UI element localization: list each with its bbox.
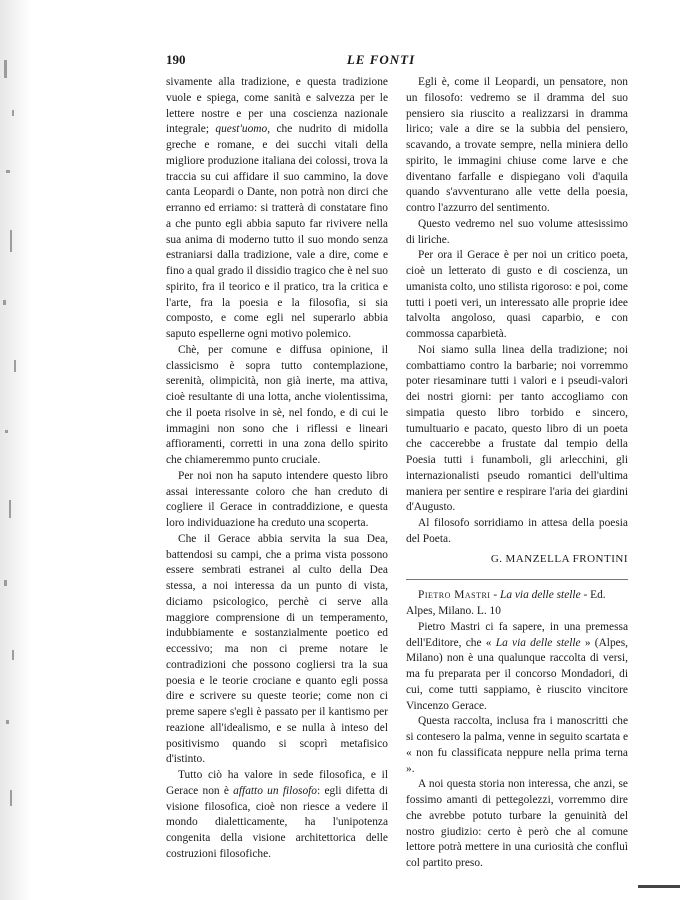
text-run: » (Alpes, Milano) non è una qualunque raccolta di versi, ma fu preparata per il concorso Mondadori, di cui, come tutti sappiamo, è riuscito vincitore Vincenzo Gerace. xyxy=(406,636,629,712)
text-run: sivamente alla tradizione, e questa tradizione vuole e spiega, come sanità e salvezza per le lettere nostre e per una coscienza nazionale integrale; xyxy=(166,76,388,136)
paragraph xyxy=(166,768,388,863)
paragraph xyxy=(406,714,628,777)
review-separator: - xyxy=(490,589,500,602)
scan-edge-mark xyxy=(638,885,680,888)
review-heading xyxy=(406,588,628,620)
text-run: A noi questa storia non interessa, che anzi, se fossimo amanti di pettegolezzi, vorremmo dire che avrebbe potuto turbare la genuinità del nostro giudizio: certo è però che al comune lettore potrà mettere in una curiosità che confluì col partito preso. xyxy=(406,778,628,869)
signature-initial: G. xyxy=(490,552,503,565)
text-run: : egli difetta di visione filosofica, cioè non riesce a vedere il mondo dialetticamente, ha l'unipotenza congenita della visione architettorica delle costruzioni filosofiche. xyxy=(166,784,388,860)
right-column-body xyxy=(406,75,628,548)
paragraph xyxy=(406,248,628,343)
paragraph xyxy=(166,75,388,343)
article-signature xyxy=(406,552,628,568)
text-run: Questo vedremo nel suo volume attesissimo di liriche. xyxy=(406,217,628,246)
text-run: Al filosofo sorridiamo in attesa della poesia del Poeta. xyxy=(406,517,628,545)
paragraph xyxy=(406,620,628,715)
italic-phrase: affatto un filosofo xyxy=(233,784,318,797)
left-column xyxy=(166,75,388,863)
page-header xyxy=(166,52,596,74)
section-divider xyxy=(406,579,628,580)
text-run: Noi siamo sulla linea della tradizione; noi combattiamo contro la barbarie; noi vorremmo poter riesaminare tutti i valori e i pseudi-valori dei nostri giorni: per tanto accogliamo con simpatia questo libro torbido e sincero, tumultuario e pacato, questo libro di un poeta che caccerebbe a frustate dal tempio della Poesia tutti i funamboli, gli arlecchini, gli internazionalisti pseudo romantici dell'ultima maniera per sentire e respirare l'aria dei giardini d'Augusto. xyxy=(406,343,628,514)
paragraph xyxy=(406,75,628,217)
italic-phrase: quest'uomo xyxy=(215,123,268,136)
review-publisher: - Ed. Alpes, Milano. L. 10 xyxy=(406,589,606,617)
text-run: Chè, per comune e diffusa opinione, il classicismo è sopra tutto contemplazione, serenità, olimpicità, non già inerte, ma attiva, cioè resultante di una lotta, anche violentissima, che il poeta risolve in sè, nel fondo, e di cui le immagini non sono che i riflessi e lineari affioramenti, corretti in una zona dello spirito che chiameremmo punto cruciale. xyxy=(166,343,388,466)
running-title: LE FONTI xyxy=(346,52,416,67)
text-run: Per noi non ha saputo intendere questo libro assai interessante coloro che han creduto di cogliere il Gerace in contraddizione, e questa loro individuazione ha creduto una scoperta. xyxy=(166,469,388,529)
paragraph xyxy=(166,343,388,469)
text-run: Che il Gerace abbia servita la sua Dea, battendosi su campi, che a prima vista possono essere sembrati estranei al culto della Dea stessa, a noi interessa da un punto di vista, diciamo psicologico, perchè ci serve alla maggiore comprensione di un temperamento, indubbiamente e sostanzialmente poetico ed eccessivo; ma non ci preme notare le contradizioni che possono cogliersi tra la sua poesia e le teorie crociane e quanto egli possa dire e scrivere su queste teorie; come non ci preme sapere s'egli è passato per il kantismo per reazione all'idealismo, e se nulla à inteso del positivismo quando si scoprì metafisico d'istinto. xyxy=(166,532,388,766)
paragraph xyxy=(406,516,628,548)
text-run: Pietro Mastri ci fa sapere, in una premessa dell'Editore, che « xyxy=(406,620,628,649)
text-run: Tutto ciò ha valore in sede filosofica, e il Gerace non è xyxy=(166,769,388,797)
signature-name: MANZELLA FRONTINI xyxy=(505,552,628,565)
paragraph xyxy=(406,343,628,516)
page-number: 190 xyxy=(166,52,186,67)
text-run: Questa raccolta, inclusa fra i manoscritti che si contesero la palma, venne in seguito scartata e « non fu classificata neppure nella prima terna ». xyxy=(406,715,628,775)
review-title: La via delle stelle xyxy=(499,589,581,602)
text-run: Egli è, come il Leopardi, un pensatore, non un filosofo: vedremo se il dramma del suo pensiero sia riuscito a realizzarsi in dramma lirico; vale a dire se la subbia del pensiero, scavando, a trovate sempre, nella miniera dello spirito, le immagini chiuse come larve e che diventano farfalle e dispiegano voli d'aquila quando s'avventurano alle vette della poesia, contro l'azzurro del sentimento. xyxy=(406,76,628,214)
text-run: , che nudrito di midolla greche e romane, e dei succhi vitali della migliore produzione italiana dei colossi, trova la traccia su cui affidare il suo cammino, la dove canta Leopardi o Dante, non potrà non dirci che erranno ed erriamo: si tratterà di constatare fino a che punto egli abbia saputo far rivivere nella sua anima di moderno tutto il suo mondo senza estraniarsi dalla tradizione, vale a dire, come e fino a qual grado il dissidio tragico che è nel suo spirito, fra il teorico e il pratico, tra la critica e l'arte, fra la poesia e la filosofia, si sia composto, e come egli nel superarlo abbia saputo espellerne ogni motivo polemico. xyxy=(166,123,388,340)
italic-phrase: La via delle stelle xyxy=(495,636,581,649)
review-body xyxy=(406,620,628,872)
right-column xyxy=(406,75,628,872)
paragraph xyxy=(406,777,628,872)
scan-binding-edge xyxy=(0,0,40,900)
paragraph xyxy=(406,217,628,249)
review-author: Pietro Mastri xyxy=(418,589,491,602)
paragraph xyxy=(166,469,388,532)
paragraph xyxy=(166,532,388,768)
text-run: Per ora il Gerace è per noi un critico poeta, cioè un letterato di gusto e di coscienza, un umanista colto, uno stilista rigoroso: e poi, come tutti i poeti veri, un interessato alle proprie idee talvolta angoloso, quasi caparbio, e con commossa caparbietà. xyxy=(406,249,628,340)
